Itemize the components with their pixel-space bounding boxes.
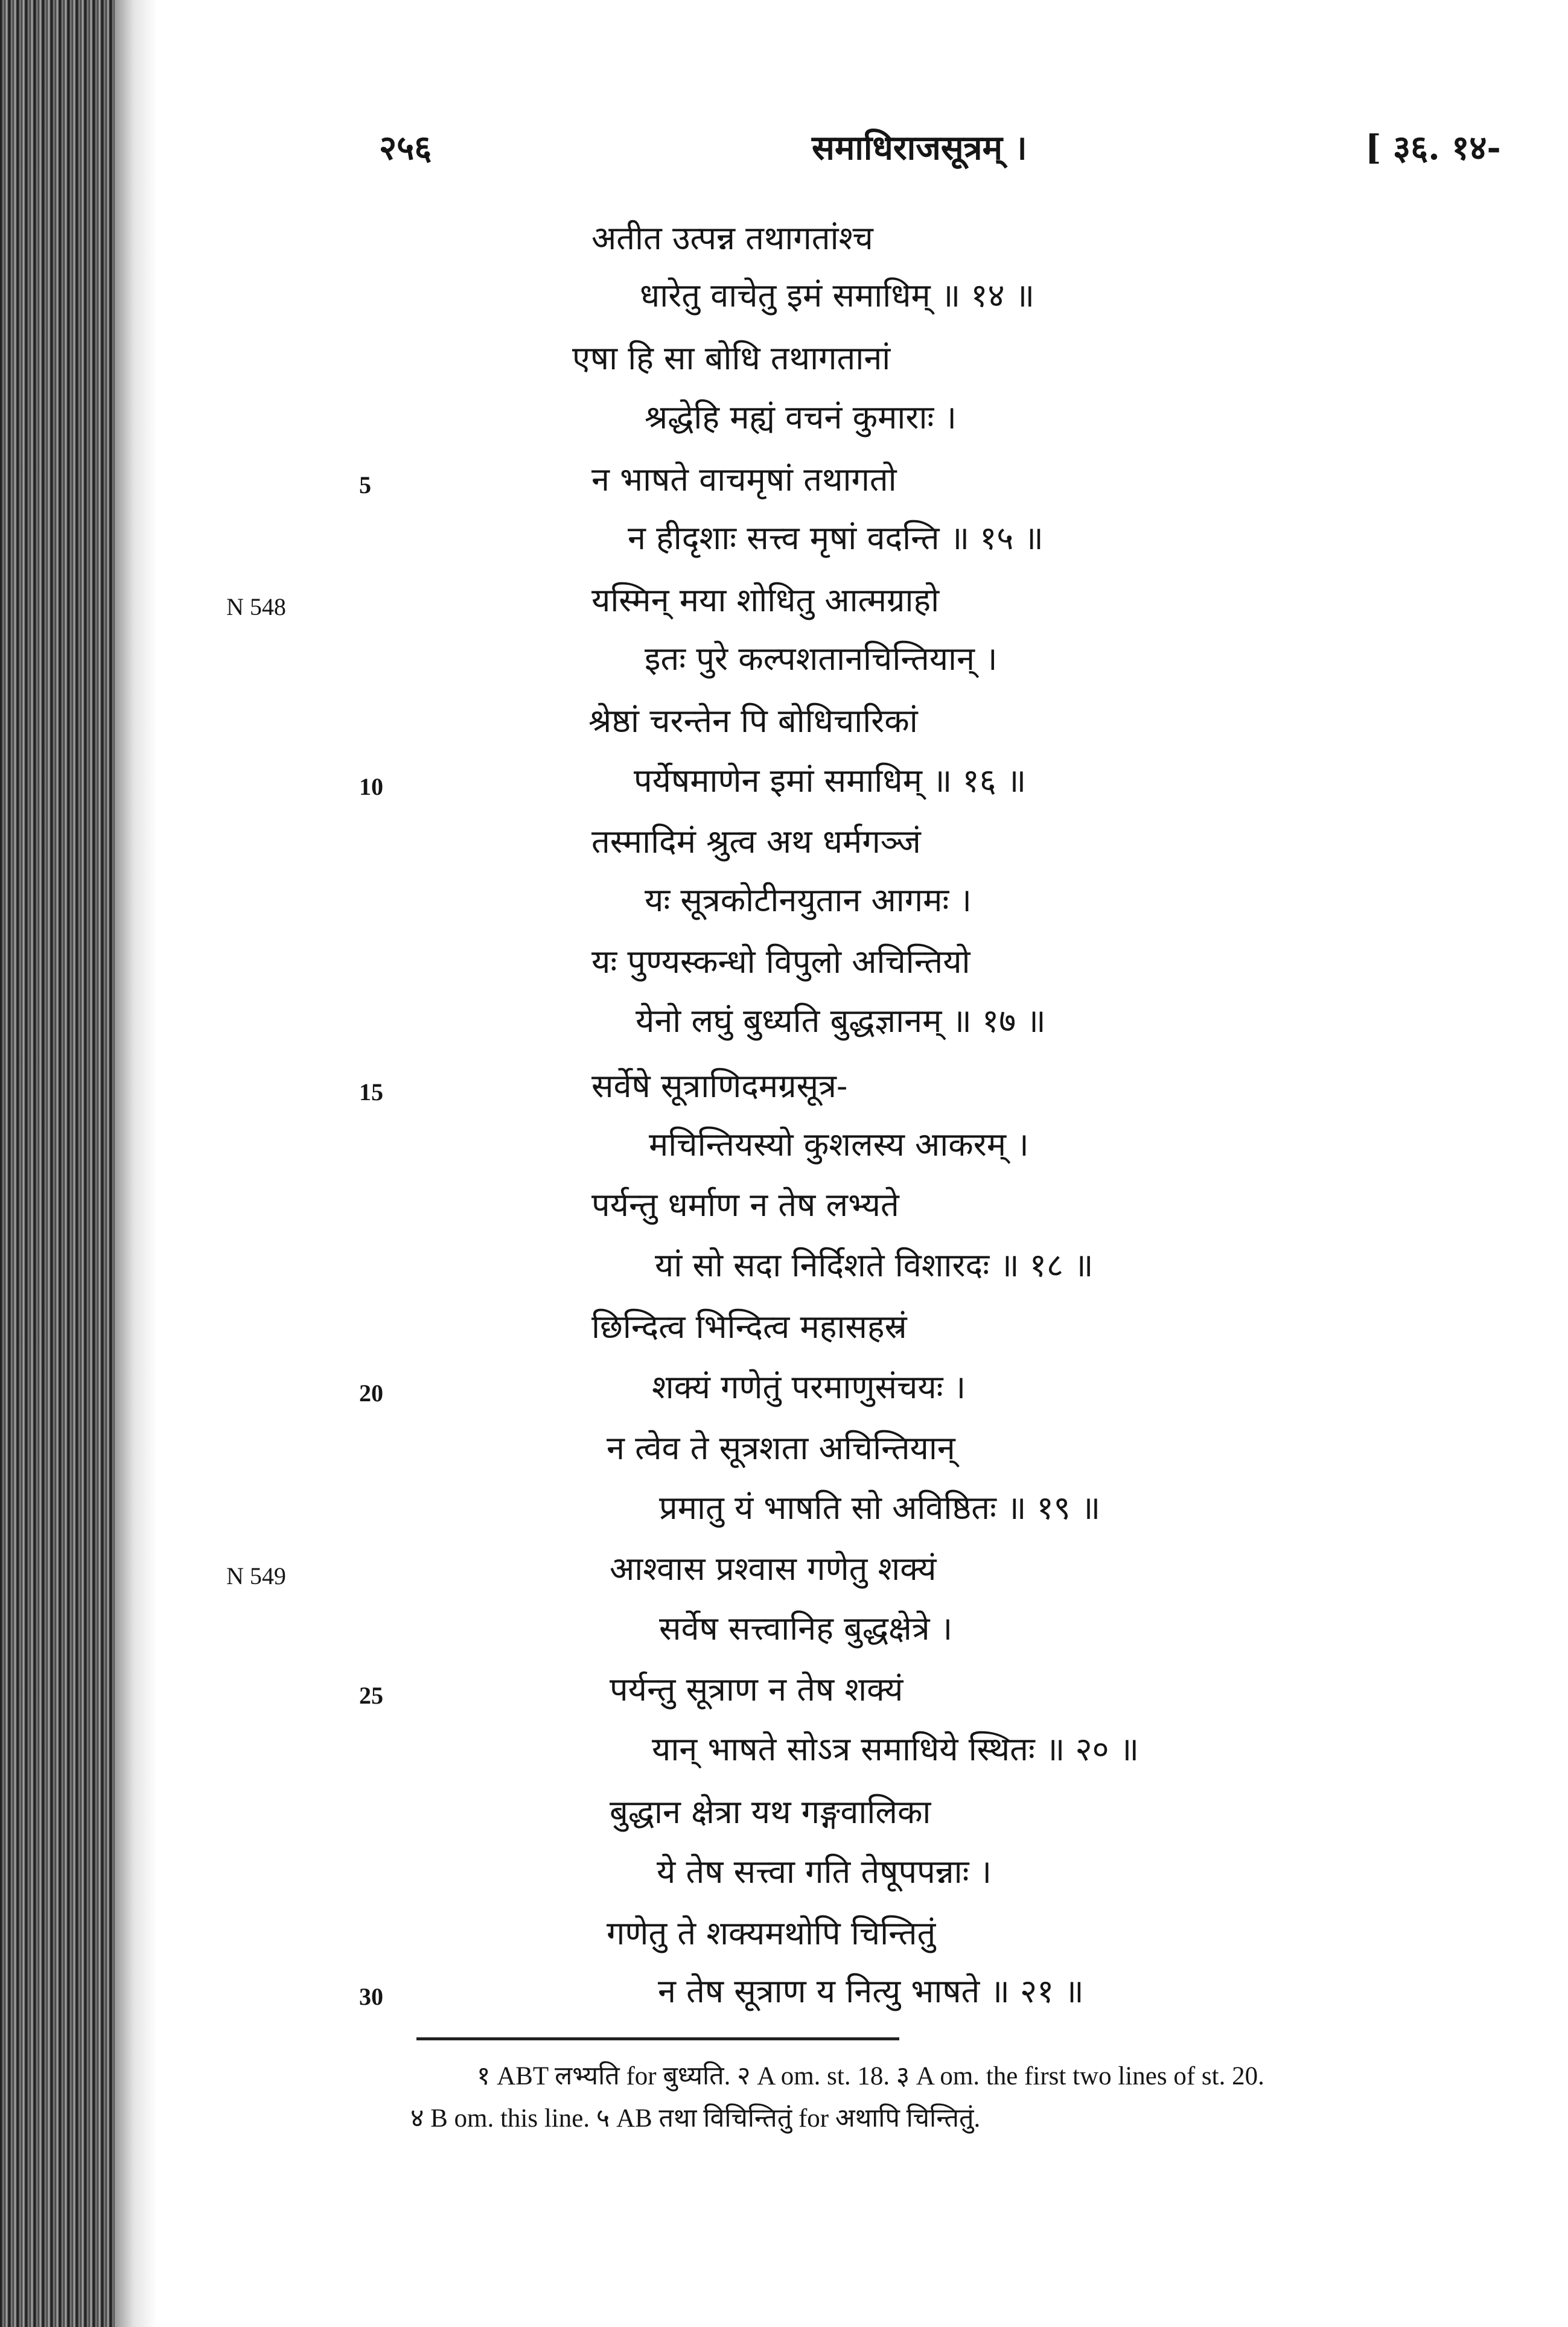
- verse-line: श्रेष्ठां चरन्तेन पि बोधिचारिकां: [588, 702, 918, 740]
- verse-line: पर्यन्तु सूत्राण न तेष शक्यं: [610, 1670, 904, 1708]
- verse-line: धारेतु वाचेतु इमं समाधिम् ॥ १४ ॥: [640, 276, 1035, 314]
- running-title: समाधिराजसूत्रम् ।: [812, 128, 1027, 168]
- verse-line: यान् भाषते सोऽत्र समाधिये स्थितः ॥ २० ॥: [652, 1730, 1139, 1768]
- line-number: 20: [359, 1380, 383, 1407]
- verse-line: श्रद्धेहि मह्यं वचनं कुमाराः ।: [645, 398, 957, 436]
- verse-line: न तेष सूत्राण य नित्यु भाषते ॥ २१ ॥: [658, 1972, 1084, 2010]
- footnote-line: ४ B om. this line. ५ AB तथा विचिन्तितुं for अथापि चिन्तितुं.: [410, 2104, 981, 2133]
- binding-edge-gradient: [115, 0, 157, 2327]
- verse-line: आश्वास प्रश्वास गणेतु शक्यं: [610, 1550, 937, 1588]
- footnote-line: १ ABT लभ्यति for बुध्यति. २ A om. st. 18. ३ A om. the first two lines of st. 20.: [477, 2062, 1264, 2090]
- verse-line: अतीत उत्पन्न तथागतांश्च: [591, 219, 873, 257]
- line-number: 15: [359, 1078, 383, 1106]
- section-reference: [ ३६. १४-: [1365, 128, 1501, 168]
- verse-line: न भाषते वाचमृषां तथागतो: [591, 460, 897, 498]
- verse-line: यस्मिन् मया शोधितु आत्मग्राहो: [591, 581, 940, 619]
- verse-line: प्रमातु यं भाषति सो अविष्ठितः ॥ १९ ॥: [659, 1489, 1101, 1527]
- verse-line: न त्वेव ते सूत्रशता अचिन्तियान्: [607, 1429, 955, 1467]
- verse-line: शक्यं गणेतुं परमाणुसंचयः ।: [652, 1368, 966, 1406]
- verse-line: सर्वेषे सूत्राणिदमग्रसूत्र-: [591, 1067, 848, 1105]
- verse-line: पर्यन्तु धर्माण न तेष लभ्यते: [591, 1186, 899, 1224]
- verse-line: मचिन्तियस्यो कुशलस्य आकरम् ।: [649, 1125, 1029, 1164]
- verse-line: यः सूत्रकोटीनयुतान आगमः ।: [645, 881, 972, 919]
- footnote-rule: [416, 2037, 899, 2040]
- verse-line: छिन्दित्व भिन्दित्व महासहस्रं: [591, 1308, 907, 1346]
- line-number: 30: [359, 1983, 383, 2010]
- book-binding-shadow: [0, 0, 115, 2327]
- line-number: 10: [359, 773, 383, 800]
- verse-line: तस्मादिमं श्रुत्व अथ धर्मगञ्जं: [591, 823, 921, 861]
- verse-line: ये तेष सत्त्वा गति तेषूपपन्नाः ।: [657, 1853, 992, 1891]
- page-number: २५६: [379, 128, 432, 168]
- line-number: 5: [359, 471, 371, 498]
- verse-line: येनो लघुं बुध्यति बुद्धज्ञानम् ॥ १७ ॥: [636, 1002, 1046, 1040]
- verse-line: न हीदृशाः सत्त्व मृषां वदन्ति ॥ १५ ॥: [628, 519, 1044, 557]
- verse-line: गणेतु ते शक्यमथोपि चिन्तितुं: [607, 1914, 936, 1952]
- verse-line: पर्येषमाणेन इमां समाधिम् ॥ १६ ॥: [634, 762, 1027, 800]
- margin-reference: N 549: [226, 1562, 286, 1590]
- margin-reference: N 548: [226, 593, 286, 620]
- verse-line: यः पुण्यस्कन्धो विपुलो अचिन्तियो: [591, 943, 970, 981]
- verse-line: एषा हि सा बोधि तथागतानां: [572, 339, 891, 377]
- verse-line: बुद्धान क्षेत्रा यथ गङ्गवालिका: [610, 1793, 931, 1831]
- verse-line: यां सो सदा निर्दिशते विशारदः ॥ १८ ॥: [655, 1246, 1094, 1284]
- verse-line: सर्वेष सत्त्वानिह बुद्धक्षेत्रे ।: [659, 1609, 953, 1647]
- verse-line: इतः पुरे कल्पशतानचिन्तियान् ।: [645, 640, 998, 678]
- line-number: 25: [359, 1682, 383, 1709]
